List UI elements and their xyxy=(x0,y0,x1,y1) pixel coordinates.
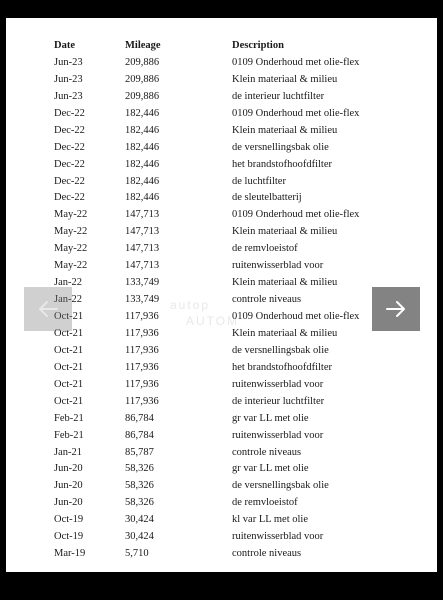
row-mileage: 182,446 xyxy=(125,192,160,204)
row-description: het brandstofhoofdfilter xyxy=(232,158,333,170)
row-date: Oct-21 xyxy=(54,378,84,390)
row-date: Oct-21 xyxy=(54,361,84,373)
row-description: controle niveaus xyxy=(232,548,302,560)
table-row xyxy=(54,360,424,377)
row-date: Feb-21 xyxy=(54,412,84,424)
row-description: gr var LL met olie xyxy=(232,463,309,475)
row-description: kl var LL met olie xyxy=(232,514,309,526)
row-description: Klein materiaal & milieu xyxy=(232,226,338,238)
row-date: Oct-19 xyxy=(54,514,84,526)
table-row xyxy=(54,258,424,275)
watermark-text-1: autop xyxy=(170,298,211,312)
table-row xyxy=(54,546,424,563)
row-mileage: 147,713 xyxy=(125,243,160,255)
table-row xyxy=(54,241,424,258)
table-row xyxy=(54,309,424,326)
row-description: de remvloeistof xyxy=(232,243,298,255)
row-mileage: 182,446 xyxy=(125,158,160,170)
row-description: 0109 Onderhoud met olie-flex xyxy=(232,56,360,68)
row-date: Dec-22 xyxy=(54,107,85,119)
row-description: controle niveaus xyxy=(232,446,302,458)
row-date: Jun-20 xyxy=(54,497,83,509)
table-row xyxy=(54,411,424,428)
row-mileage: 85,787 xyxy=(125,446,154,458)
table-row xyxy=(54,428,424,445)
row-date: Oct-21 xyxy=(54,327,84,339)
row-date: Jan-22 xyxy=(54,277,82,289)
row-date: Oct-19 xyxy=(54,531,84,543)
row-mileage: 133,749 xyxy=(125,277,160,289)
header-description: Description xyxy=(232,40,284,51)
row-date: Oct-21 xyxy=(54,344,84,356)
table-row xyxy=(54,292,424,309)
table-row xyxy=(54,174,424,191)
row-mileage: 209,886 xyxy=(125,56,160,68)
previous-image-button[interactable] xyxy=(24,287,72,331)
row-date: Dec-22 xyxy=(54,124,85,136)
row-mileage: 5,710 xyxy=(125,548,149,560)
table-row xyxy=(54,326,424,343)
table-row xyxy=(54,123,424,140)
table-row xyxy=(54,55,424,72)
row-date: May-22 xyxy=(54,209,88,221)
row-date: May-22 xyxy=(54,226,88,238)
row-mileage: 30,424 xyxy=(125,531,154,543)
row-date: Dec-22 xyxy=(54,192,85,204)
row-description: controle niveaus xyxy=(232,294,302,306)
row-mileage: 209,886 xyxy=(125,73,160,85)
header-date: Date xyxy=(54,40,75,51)
table-row xyxy=(54,224,424,241)
table-row xyxy=(54,394,424,411)
row-mileage: 86,784 xyxy=(125,412,154,424)
table-row xyxy=(54,445,424,462)
header-mileage: Mileage xyxy=(125,40,161,51)
table-header-row xyxy=(54,38,424,55)
row-description: de luchtfilter xyxy=(232,175,286,187)
row-mileage: 117,936 xyxy=(125,344,159,356)
table-row xyxy=(54,512,424,529)
table-row xyxy=(54,529,424,546)
next-image-button[interactable] xyxy=(372,287,420,331)
row-description: 0109 Onderhoud met olie-flex xyxy=(232,311,360,322)
table-row xyxy=(54,207,424,224)
row-mileage: 86,784 xyxy=(125,429,154,441)
row-date: Mar-19 xyxy=(54,548,86,560)
row-mileage: 58,326 xyxy=(125,463,154,475)
top-black-bar xyxy=(0,0,443,18)
table-row xyxy=(54,377,424,394)
row-description: de interieur luchtfilter xyxy=(232,395,325,407)
table-row xyxy=(54,461,424,478)
row-date: Jan-22 xyxy=(54,294,82,306)
row-mileage: 117,936 xyxy=(125,311,159,322)
arrow-left-icon xyxy=(37,300,59,318)
row-date: Jun-23 xyxy=(54,56,83,68)
arrow-right-icon xyxy=(385,300,407,318)
table-row xyxy=(54,190,424,207)
row-description: Klein materiaal & milieu xyxy=(232,277,338,289)
row-mileage: 58,326 xyxy=(125,497,154,509)
table-body xyxy=(54,55,424,563)
table-row xyxy=(54,140,424,157)
row-description: ruitenwisserblad voor xyxy=(232,531,324,543)
row-description: 0109 Onderhoud met olie-flex xyxy=(232,107,360,119)
row-mileage: 147,713 xyxy=(125,209,160,221)
row-description: de interieur luchtfilter xyxy=(232,90,325,102)
row-description: de versnellingsbak olie xyxy=(232,141,329,153)
row-mileage: 30,424 xyxy=(125,514,154,526)
row-mileage: 147,713 xyxy=(125,226,160,238)
row-date: Dec-22 xyxy=(54,158,85,170)
row-mileage: 133,749 xyxy=(125,294,160,306)
row-mileage: 117,936 xyxy=(125,378,159,390)
row-description: de sleutelbatterij xyxy=(232,192,302,204)
row-date: Feb-21 xyxy=(54,429,84,441)
table-row xyxy=(54,495,424,512)
row-description: de versnellingsbak olie xyxy=(232,480,329,492)
row-description: Klein materiaal & milieu xyxy=(232,73,338,85)
table-row xyxy=(54,157,424,174)
row-date: Jun-23 xyxy=(54,73,83,85)
row-mileage: 209,886 xyxy=(125,90,160,102)
row-mileage: 182,446 xyxy=(125,107,160,119)
row-description: Klein materiaal & milieu xyxy=(232,124,338,136)
row-description: ruitenwisserblad voor xyxy=(232,260,324,272)
row-date: Oct-21 xyxy=(54,395,84,407)
row-mileage: 182,446 xyxy=(125,175,160,187)
service-history-table xyxy=(54,38,424,563)
row-date: Jan-21 xyxy=(54,446,82,458)
row-date: May-22 xyxy=(54,243,88,255)
row-description: de remvloeistof xyxy=(232,497,298,509)
row-description: Klein materiaal & milieu xyxy=(232,327,338,339)
row-date: Jun-20 xyxy=(54,480,83,492)
row-mileage: 182,446 xyxy=(125,141,160,153)
row-description: ruitenwisserblad voor xyxy=(232,429,324,441)
table-row xyxy=(54,89,424,106)
table-row xyxy=(54,275,424,292)
row-date: Jun-20 xyxy=(54,463,83,475)
row-mileage: 182,446 xyxy=(125,124,160,136)
row-mileage: 117,936 xyxy=(125,361,159,373)
row-description: het brandstofhoofdfilter xyxy=(232,361,333,373)
table-row xyxy=(54,343,424,360)
row-description: gr var LL met olie xyxy=(232,412,309,424)
table-row xyxy=(54,478,424,495)
row-date: May-22 xyxy=(54,260,88,272)
watermark-text-2: AUTOM xyxy=(186,314,240,328)
row-description: de versnellingsbak olie xyxy=(232,344,329,356)
row-description: ruitenwisserblad voor xyxy=(232,378,324,390)
row-description: 0109 Onderhoud met olie-flex xyxy=(232,209,360,221)
row-date: Dec-22 xyxy=(54,141,85,153)
table-row xyxy=(54,72,424,89)
row-date: Dec-22 xyxy=(54,175,85,187)
row-date: Oct-21 xyxy=(54,311,84,322)
row-mileage: 117,936 xyxy=(125,395,159,407)
table-row xyxy=(54,106,424,123)
row-mileage: 147,713 xyxy=(125,260,160,272)
row-date: Jun-23 xyxy=(54,90,83,102)
row-mileage: 58,326 xyxy=(125,480,154,492)
row-mileage: 117,936 xyxy=(125,327,159,339)
